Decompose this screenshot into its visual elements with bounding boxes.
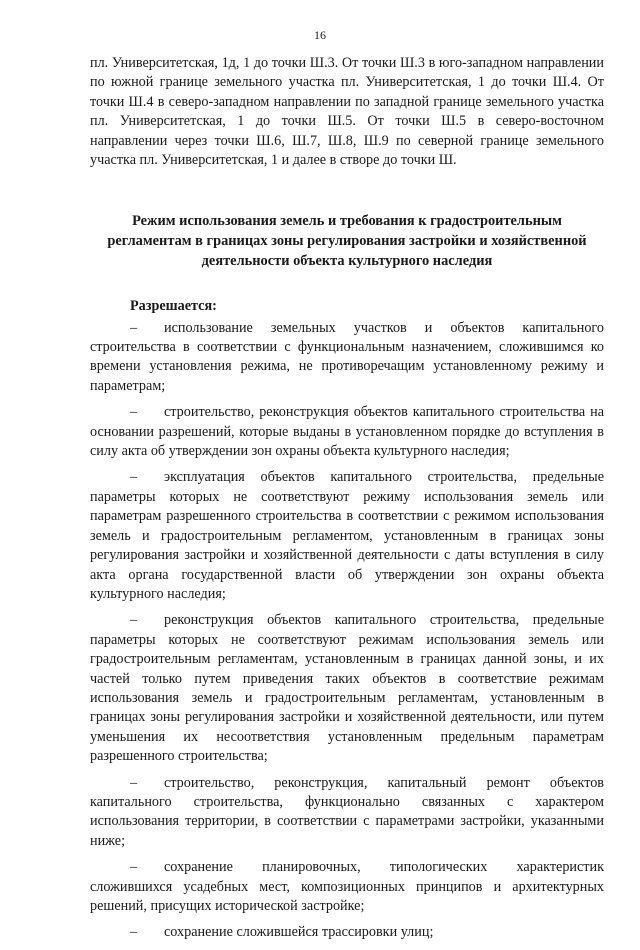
list-dash: – — [130, 469, 138, 486]
list-item-text: реконструкция объектов капитального строительства, предельные параметры которых не соответствуют режимам использования земель или градостроительным регламентам, установленным в границах данной зоны, и их частей только путем приведения таких объектов в соответствие режимам использования земель и градостроительным регламентам, установленным в границах зоны регулирования застройки и хозяйственной деятельности, или путем уменьшения их несоответствия установленным предельным параметрам разрешенного строительства; — [90, 612, 604, 765]
list-item — [90, 403, 604, 461]
page-number: 16 — [314, 28, 326, 42]
list-item — [90, 319, 604, 397]
list-dash: – — [130, 612, 138, 629]
list-dash: – — [130, 924, 138, 941]
list-item-text: строительство, реконструкция объектов капитального строительства на основании разрешений, которые выданы в установленном порядке до вступления в силу акта об утверждении зон охраны объекта культурного наследия; — [90, 404, 604, 460]
list-dash: – — [130, 859, 138, 876]
list-item — [90, 611, 604, 766]
list-item-text: сохранение сложившейся трассировки улиц; — [164, 924, 434, 941]
list-dash: – — [130, 319, 138, 336]
list-item-text: строительство, реконструкция, капитальный ремонт объектов капитального строительства, функционально связанных с характером использования территории, в соответствии с параметрами застройки, указанными ниже; — [90, 774, 604, 849]
list-item — [90, 774, 604, 852]
list-item-text: использование земельных участков и объектов капитального строительства в соответствии с функциональным назначением, сложившимся ко времени установления режима, не противоречащим установленному режиму и параметрам; — [90, 319, 604, 394]
list-item — [90, 468, 604, 604]
list-item-text: эксплуатация объектов капитального строительства, предельные параметры которых не соответствуют режиму использования земель или параметрам разрешенного строительства в соответствии с режимом использования земель и градостроительным регламентом, установленным в границах зоны регулирования застройки и хозяйственной деятельности с даты вступления в силу акта органа государственной власти об утверждении зон охраны объекта культурного наследия; — [90, 469, 604, 602]
list-item — [90, 858, 604, 916]
permitted-subheading: Разрешается: — [130, 298, 217, 315]
list-dash: – — [130, 404, 138, 421]
section-heading: Режим использования земель и требования к градостроительным регламентам в границах зоны регулирования застройки и хозяйственной деятельности объекта культурного наследия — [107, 213, 587, 269]
intro-paragraph: пл. Университетская, 1д, 1 до точки Ш.3. От точки Ш.3 в юго-западном направлении по южной границе земельного участка пл. Университетская, 1 до точки Ш.4. От точки Ш.4 в северо-западном направлении по западной границе земельного участка пл. Университетская, 1 до точки Ш.5. От точки Ш.5 в северо-восточном направлении через точки Ш.6, Ш.7, Ш.8, Ш.9 по северной границе земельного участка пл. Университетская, 1 и далее в створе до точки Ш. — [90, 55, 604, 169]
document-body — [90, 54, 604, 950]
list-dash: – — [130, 774, 138, 791]
list-item-text: сохранение планировочных, типологических характеристик сложившихся усадебных мест, композиционных принципов и архитектурных решений, присущих исторической застройке; — [90, 859, 604, 914]
list-item — [90, 923, 604, 942]
